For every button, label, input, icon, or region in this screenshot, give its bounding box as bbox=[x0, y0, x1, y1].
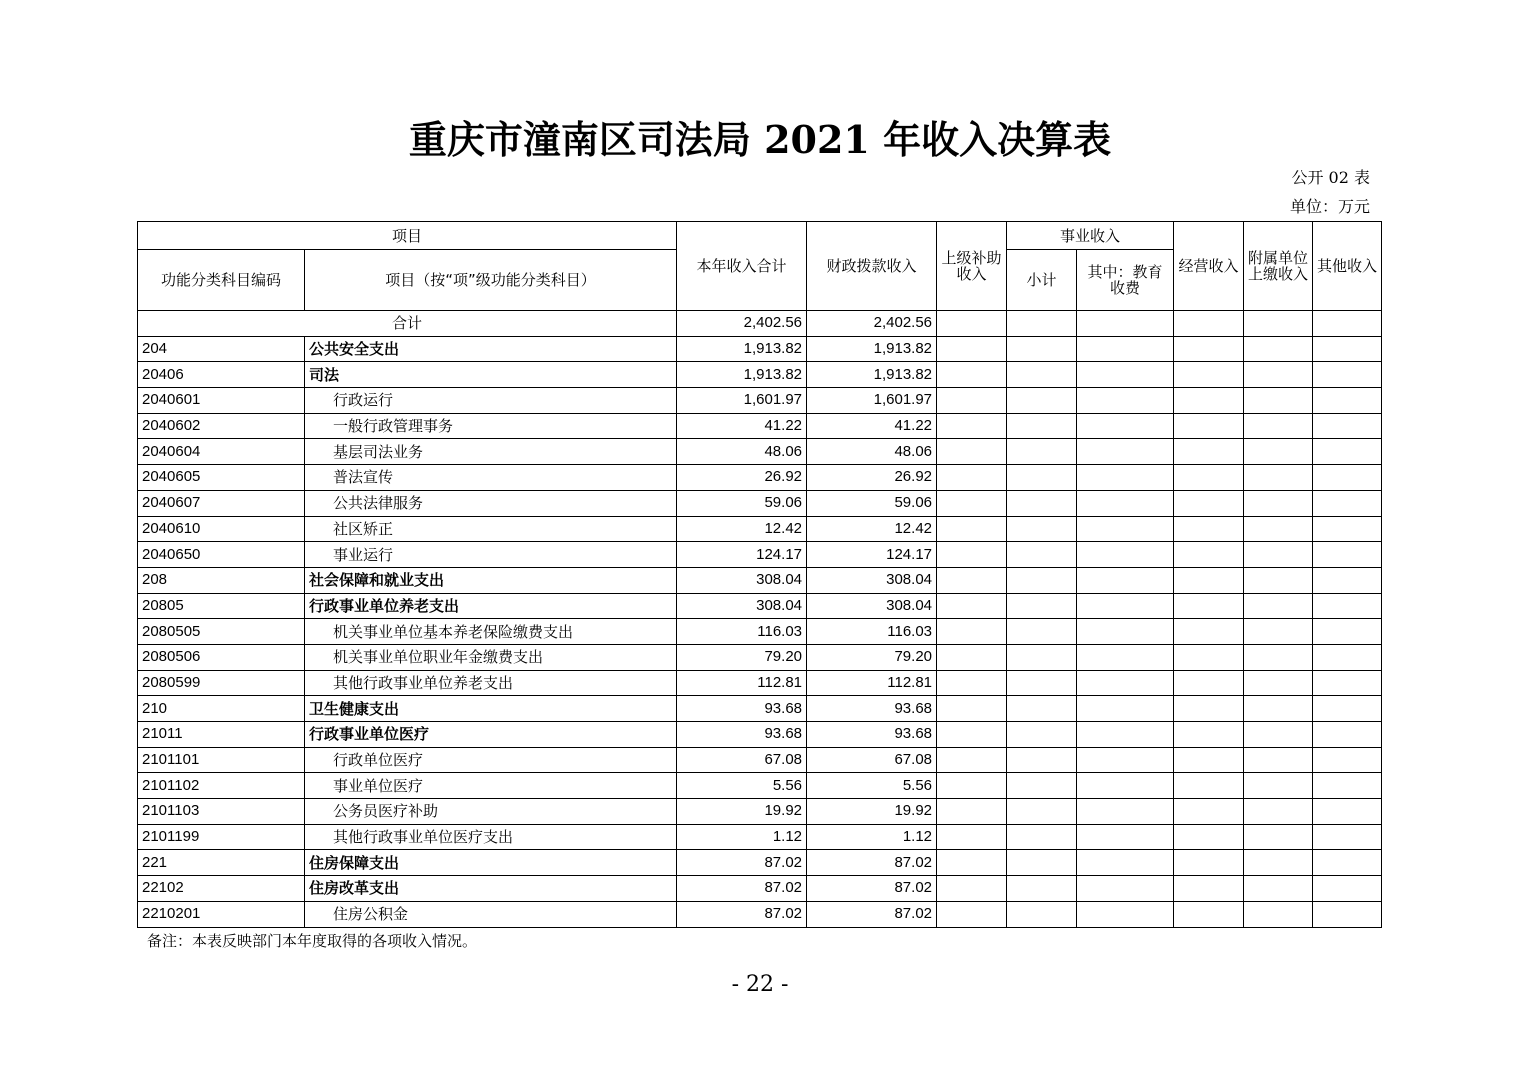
empty-cell bbox=[1244, 311, 1313, 337]
empty-cell bbox=[1313, 696, 1382, 722]
row-fiscal: 124.17 bbox=[807, 542, 937, 568]
empty-cell bbox=[1313, 901, 1382, 927]
empty-cell bbox=[1174, 336, 1244, 362]
empty-cell bbox=[1077, 567, 1174, 593]
empty-cell bbox=[1077, 850, 1174, 876]
empty-cell bbox=[1007, 876, 1077, 902]
row-name: 公共法律服务 bbox=[305, 490, 677, 516]
empty-cell bbox=[1077, 490, 1174, 516]
row-total-income: 87.02 bbox=[677, 901, 807, 927]
empty-cell bbox=[1313, 516, 1382, 542]
row-code: 204 bbox=[138, 336, 305, 362]
row-fiscal: 116.03 bbox=[807, 619, 937, 645]
empty-cell bbox=[937, 336, 1007, 362]
row-code: 2040601 bbox=[138, 388, 305, 414]
empty-cell bbox=[1174, 567, 1244, 593]
table-row bbox=[138, 670, 1382, 696]
row-fiscal: 12.42 bbox=[807, 516, 937, 542]
empty-cell bbox=[1244, 901, 1313, 927]
empty-cell bbox=[1313, 439, 1382, 465]
row-total-income: 1.12 bbox=[677, 824, 807, 850]
header-business: 事业收入 bbox=[1007, 222, 1174, 250]
empty-cell bbox=[1244, 336, 1313, 362]
header-fiscal: 财政拨款收入 bbox=[807, 222, 937, 311]
row-code: 22102 bbox=[138, 876, 305, 902]
empty-cell bbox=[1007, 696, 1077, 722]
empty-cell bbox=[1007, 567, 1077, 593]
row-fiscal: 41.22 bbox=[807, 413, 937, 439]
empty-cell bbox=[1007, 311, 1077, 337]
row-name: 普法宣传 bbox=[305, 465, 677, 491]
row-total-income: 1,913.82 bbox=[677, 336, 807, 362]
row-fiscal: 87.02 bbox=[807, 876, 937, 902]
row-name: 住房改革支出 bbox=[305, 876, 677, 902]
table-row bbox=[138, 619, 1382, 645]
row-name: 社会保障和就业支出 bbox=[305, 567, 677, 593]
empty-cell bbox=[1244, 490, 1313, 516]
empty-cell bbox=[1313, 747, 1382, 773]
table-row bbox=[138, 799, 1382, 825]
empty-cell bbox=[1244, 876, 1313, 902]
empty-cell bbox=[937, 567, 1007, 593]
empty-cell bbox=[1077, 799, 1174, 825]
row-name: 行政事业单位养老支出 bbox=[305, 593, 677, 619]
row-fiscal: 59.06 bbox=[807, 490, 937, 516]
row-code: 210 bbox=[138, 696, 305, 722]
row-fiscal: 1.12 bbox=[807, 824, 937, 850]
empty-cell bbox=[937, 799, 1007, 825]
row-code: 2040607 bbox=[138, 490, 305, 516]
row-total-income: 87.02 bbox=[677, 850, 807, 876]
empty-cell bbox=[1077, 388, 1174, 414]
empty-cell bbox=[937, 490, 1007, 516]
empty-cell bbox=[1077, 696, 1174, 722]
table-row bbox=[138, 542, 1382, 568]
empty-cell bbox=[1007, 670, 1077, 696]
empty-cell bbox=[937, 747, 1007, 773]
empty-cell bbox=[1007, 439, 1077, 465]
row-total-income: 26.92 bbox=[677, 465, 807, 491]
empty-cell bbox=[1313, 722, 1382, 748]
empty-cell bbox=[1244, 619, 1313, 645]
empty-cell bbox=[1007, 388, 1077, 414]
table-row bbox=[138, 901, 1382, 927]
empty-cell bbox=[937, 670, 1007, 696]
row-fiscal: 308.04 bbox=[807, 567, 937, 593]
empty-cell bbox=[937, 413, 1007, 439]
empty-cell bbox=[1244, 722, 1313, 748]
row-code: 20805 bbox=[138, 593, 305, 619]
empty-cell bbox=[1077, 773, 1174, 799]
table-row bbox=[138, 876, 1382, 902]
row-total-income: 308.04 bbox=[677, 567, 807, 593]
row-code: 2040602 bbox=[138, 413, 305, 439]
row-code: 2210201 bbox=[138, 901, 305, 927]
empty-cell bbox=[1174, 901, 1244, 927]
header-other: 其他收入 bbox=[1313, 222, 1382, 311]
empty-cell bbox=[1174, 850, 1244, 876]
empty-cell bbox=[1077, 542, 1174, 568]
total-row bbox=[138, 311, 1382, 337]
empty-cell bbox=[1007, 516, 1077, 542]
header-subtotal: 小计 bbox=[1007, 250, 1077, 311]
table-row bbox=[138, 388, 1382, 414]
empty-cell bbox=[1007, 824, 1077, 850]
empty-cell bbox=[1007, 747, 1077, 773]
empty-cell bbox=[1174, 773, 1244, 799]
empty-cell bbox=[1077, 722, 1174, 748]
table-row bbox=[138, 567, 1382, 593]
page-number: - 22 - bbox=[731, 972, 789, 997]
empty-cell bbox=[1174, 542, 1244, 568]
empty-cell bbox=[1077, 876, 1174, 902]
empty-cell bbox=[1244, 567, 1313, 593]
empty-cell bbox=[1174, 799, 1244, 825]
empty-cell bbox=[1174, 311, 1244, 337]
row-fiscal: 93.68 bbox=[807, 696, 937, 722]
empty-cell bbox=[1007, 644, 1077, 670]
row-total-income: 116.03 bbox=[677, 619, 807, 645]
row-total-income: 112.81 bbox=[677, 670, 807, 696]
empty-cell bbox=[1244, 773, 1313, 799]
empty-cell bbox=[1313, 670, 1382, 696]
row-code: 208 bbox=[138, 567, 305, 593]
row-code: 2080599 bbox=[138, 670, 305, 696]
empty-cell bbox=[937, 876, 1007, 902]
row-name: 司法 bbox=[305, 362, 677, 388]
row-total-income: 41.22 bbox=[677, 413, 807, 439]
empty-cell bbox=[937, 593, 1007, 619]
empty-cell bbox=[1244, 413, 1313, 439]
row-total-income: 1,601.97 bbox=[677, 388, 807, 414]
empty-cell bbox=[937, 722, 1007, 748]
row-code: 2101101 bbox=[138, 747, 305, 773]
empty-cell bbox=[1077, 644, 1174, 670]
row-fiscal: 67.08 bbox=[807, 747, 937, 773]
empty-cell bbox=[1244, 670, 1313, 696]
row-total-income: 67.08 bbox=[677, 747, 807, 773]
empty-cell bbox=[1007, 413, 1077, 439]
total-label: 合计 bbox=[138, 311, 677, 337]
row-total-income: 19.92 bbox=[677, 799, 807, 825]
empty-cell bbox=[1313, 542, 1382, 568]
empty-cell bbox=[1313, 490, 1382, 516]
page-title: 重庆市潼南区司法局 2021 年收入决算表 bbox=[408, 117, 1112, 162]
table-row bbox=[138, 490, 1382, 516]
footnote: 备注：本表反映部门本年度取得的各项收入情况。 bbox=[147, 932, 478, 950]
row-total-income: 59.06 bbox=[677, 490, 807, 516]
empty-cell bbox=[1313, 593, 1382, 619]
row-fiscal: 1,913.82 bbox=[807, 362, 937, 388]
row-name: 行政运行 bbox=[305, 388, 677, 414]
row-fiscal: 79.20 bbox=[807, 644, 937, 670]
empty-cell bbox=[1007, 542, 1077, 568]
table-row bbox=[138, 824, 1382, 850]
empty-cell bbox=[1174, 490, 1244, 516]
unit-label: 单位：万元 bbox=[1289, 197, 1370, 216]
empty-cell bbox=[1244, 593, 1313, 619]
empty-cell bbox=[1007, 619, 1077, 645]
row-total-income: 5.56 bbox=[677, 773, 807, 799]
empty-cell bbox=[1007, 593, 1077, 619]
row-name: 住房公积金 bbox=[305, 901, 677, 927]
empty-cell bbox=[937, 439, 1007, 465]
table-row bbox=[138, 516, 1382, 542]
row-total-income: 87.02 bbox=[677, 876, 807, 902]
empty-cell bbox=[937, 773, 1007, 799]
row-fiscal: 19.92 bbox=[807, 799, 937, 825]
empty-cell bbox=[1174, 439, 1244, 465]
empty-cell bbox=[1313, 619, 1382, 645]
empty-cell bbox=[1313, 388, 1382, 414]
header-superior: 上级补助收入 bbox=[937, 222, 1007, 311]
table-row bbox=[138, 465, 1382, 491]
empty-cell bbox=[1174, 722, 1244, 748]
empty-cell bbox=[1007, 799, 1077, 825]
row-total-income: 48.06 bbox=[677, 439, 807, 465]
empty-cell bbox=[1077, 311, 1174, 337]
empty-cell bbox=[1077, 747, 1174, 773]
header-row-1 bbox=[138, 222, 1382, 250]
empty-cell bbox=[1244, 644, 1313, 670]
empty-cell bbox=[1007, 336, 1077, 362]
empty-cell bbox=[1313, 413, 1382, 439]
empty-cell bbox=[1077, 413, 1174, 439]
empty-cell bbox=[1174, 644, 1244, 670]
empty-cell bbox=[1174, 413, 1244, 439]
row-name: 基层司法业务 bbox=[305, 439, 677, 465]
table-row bbox=[138, 722, 1382, 748]
empty-cell bbox=[937, 465, 1007, 491]
empty-cell bbox=[1174, 670, 1244, 696]
empty-cell bbox=[1007, 773, 1077, 799]
empty-cell bbox=[937, 901, 1007, 927]
empty-cell bbox=[1007, 465, 1077, 491]
empty-cell bbox=[1313, 773, 1382, 799]
row-name: 公务员医疗补助 bbox=[305, 799, 677, 825]
empty-cell bbox=[1244, 465, 1313, 491]
empty-cell bbox=[1077, 362, 1174, 388]
empty-cell bbox=[1174, 362, 1244, 388]
empty-cell bbox=[1244, 516, 1313, 542]
empty-cell bbox=[1174, 696, 1244, 722]
empty-cell bbox=[1174, 388, 1244, 414]
row-name: 住房保障支出 bbox=[305, 850, 677, 876]
empty-cell bbox=[937, 824, 1007, 850]
row-name: 事业单位医疗 bbox=[305, 773, 677, 799]
total-fiscal-value: 2,402.56 bbox=[807, 311, 937, 337]
empty-cell bbox=[937, 542, 1007, 568]
row-code: 2040650 bbox=[138, 542, 305, 568]
row-name: 机关事业单位职业年金缴费支出 bbox=[305, 644, 677, 670]
empty-cell bbox=[937, 850, 1007, 876]
empty-cell bbox=[1077, 619, 1174, 645]
empty-cell bbox=[1077, 336, 1174, 362]
row-code: 20406 bbox=[138, 362, 305, 388]
row-fiscal: 87.02 bbox=[807, 850, 937, 876]
row-total-income: 124.17 bbox=[677, 542, 807, 568]
empty-cell bbox=[1077, 901, 1174, 927]
row-fiscal: 1,601.97 bbox=[807, 388, 937, 414]
row-fiscal: 112.81 bbox=[807, 670, 937, 696]
empty-cell bbox=[1244, 542, 1313, 568]
empty-cell bbox=[937, 619, 1007, 645]
header-operating: 经营收入 bbox=[1174, 222, 1244, 311]
income-table bbox=[137, 221, 1382, 928]
empty-cell bbox=[1174, 876, 1244, 902]
header-total-income: 本年收入合计 bbox=[677, 222, 807, 311]
empty-cell bbox=[1313, 876, 1382, 902]
empty-cell bbox=[1077, 516, 1174, 542]
empty-cell bbox=[1313, 336, 1382, 362]
empty-cell bbox=[1007, 362, 1077, 388]
row-fiscal: 1,913.82 bbox=[807, 336, 937, 362]
empty-cell bbox=[937, 311, 1007, 337]
row-fiscal: 5.56 bbox=[807, 773, 937, 799]
empty-cell bbox=[1077, 465, 1174, 491]
empty-cell bbox=[1174, 824, 1244, 850]
empty-cell bbox=[1313, 799, 1382, 825]
empty-cell bbox=[1313, 567, 1382, 593]
empty-cell bbox=[1244, 747, 1313, 773]
row-name: 行政事业单位医疗 bbox=[305, 722, 677, 748]
empty-cell bbox=[1313, 465, 1382, 491]
empty-cell bbox=[1244, 696, 1313, 722]
empty-cell bbox=[1174, 516, 1244, 542]
empty-cell bbox=[1313, 644, 1382, 670]
row-code: 2040604 bbox=[138, 439, 305, 465]
row-code: 2101199 bbox=[138, 824, 305, 850]
empty-cell bbox=[1244, 362, 1313, 388]
empty-cell bbox=[1244, 799, 1313, 825]
row-name: 社区矫正 bbox=[305, 516, 677, 542]
table-row bbox=[138, 747, 1382, 773]
table-row bbox=[138, 644, 1382, 670]
row-fiscal: 87.02 bbox=[807, 901, 937, 927]
header-code: 功能分类科目编码 bbox=[138, 250, 305, 311]
row-name: 公共安全支出 bbox=[305, 336, 677, 362]
empty-cell bbox=[1007, 901, 1077, 927]
empty-cell bbox=[1007, 850, 1077, 876]
row-name: 其他行政事业单位医疗支出 bbox=[305, 824, 677, 850]
row-total-income: 1,913.82 bbox=[677, 362, 807, 388]
empty-cell bbox=[1174, 593, 1244, 619]
empty-cell bbox=[1077, 593, 1174, 619]
empty-cell bbox=[1244, 824, 1313, 850]
row-code: 221 bbox=[138, 850, 305, 876]
empty-cell bbox=[1077, 670, 1174, 696]
header-education: 其中：教育收费 bbox=[1077, 250, 1174, 311]
row-name: 机关事业单位基本养老保险缴费支出 bbox=[305, 619, 677, 645]
row-name: 一般行政管理事务 bbox=[305, 413, 677, 439]
empty-cell bbox=[1007, 490, 1077, 516]
header-project: 项目 bbox=[138, 222, 677, 250]
form-number: 公开 02 表 bbox=[1291, 168, 1370, 187]
empty-cell bbox=[937, 644, 1007, 670]
row-total-income: 93.68 bbox=[677, 696, 807, 722]
empty-cell bbox=[1313, 362, 1382, 388]
empty-cell bbox=[937, 388, 1007, 414]
row-fiscal: 26.92 bbox=[807, 465, 937, 491]
table-row bbox=[138, 773, 1382, 799]
empty-cell bbox=[1313, 850, 1382, 876]
row-code: 2080505 bbox=[138, 619, 305, 645]
row-code: 2101102 bbox=[138, 773, 305, 799]
empty-cell bbox=[937, 516, 1007, 542]
empty-cell bbox=[1313, 311, 1382, 337]
row-total-income: 12.42 bbox=[677, 516, 807, 542]
empty-cell bbox=[1077, 824, 1174, 850]
row-code: 2101103 bbox=[138, 799, 305, 825]
table-row bbox=[138, 336, 1382, 362]
table-row bbox=[138, 413, 1382, 439]
row-fiscal: 308.04 bbox=[807, 593, 937, 619]
empty-cell bbox=[1174, 747, 1244, 773]
row-name: 事业运行 bbox=[305, 542, 677, 568]
row-code: 2040605 bbox=[138, 465, 305, 491]
empty-cell bbox=[1007, 722, 1077, 748]
row-code: 2040610 bbox=[138, 516, 305, 542]
row-name: 卫生健康支出 bbox=[305, 696, 677, 722]
table-row bbox=[138, 439, 1382, 465]
total-income-value: 2,402.56 bbox=[677, 311, 807, 337]
empty-cell bbox=[937, 362, 1007, 388]
table-row bbox=[138, 850, 1382, 876]
row-fiscal: 93.68 bbox=[807, 722, 937, 748]
row-code: 2080506 bbox=[138, 644, 305, 670]
empty-cell bbox=[1174, 465, 1244, 491]
empty-cell bbox=[1077, 439, 1174, 465]
row-total-income: 308.04 bbox=[677, 593, 807, 619]
row-name: 行政单位医疗 bbox=[305, 747, 677, 773]
empty-cell bbox=[1174, 619, 1244, 645]
row-total-income: 79.20 bbox=[677, 644, 807, 670]
row-name: 其他行政事业单位养老支出 bbox=[305, 670, 677, 696]
empty-cell bbox=[937, 696, 1007, 722]
table-row bbox=[138, 593, 1382, 619]
empty-cell bbox=[1313, 824, 1382, 850]
row-code: 21011 bbox=[138, 722, 305, 748]
table-row bbox=[138, 362, 1382, 388]
empty-cell bbox=[1244, 388, 1313, 414]
table-row bbox=[138, 696, 1382, 722]
empty-cell bbox=[1244, 439, 1313, 465]
row-fiscal: 48.06 bbox=[807, 439, 937, 465]
empty-cell bbox=[1244, 850, 1313, 876]
row-total-income: 93.68 bbox=[677, 722, 807, 748]
header-name: 项目（按“项”级功能分类科目） bbox=[305, 250, 677, 311]
header-affiliated: 附属单位上缴收入 bbox=[1244, 222, 1313, 311]
